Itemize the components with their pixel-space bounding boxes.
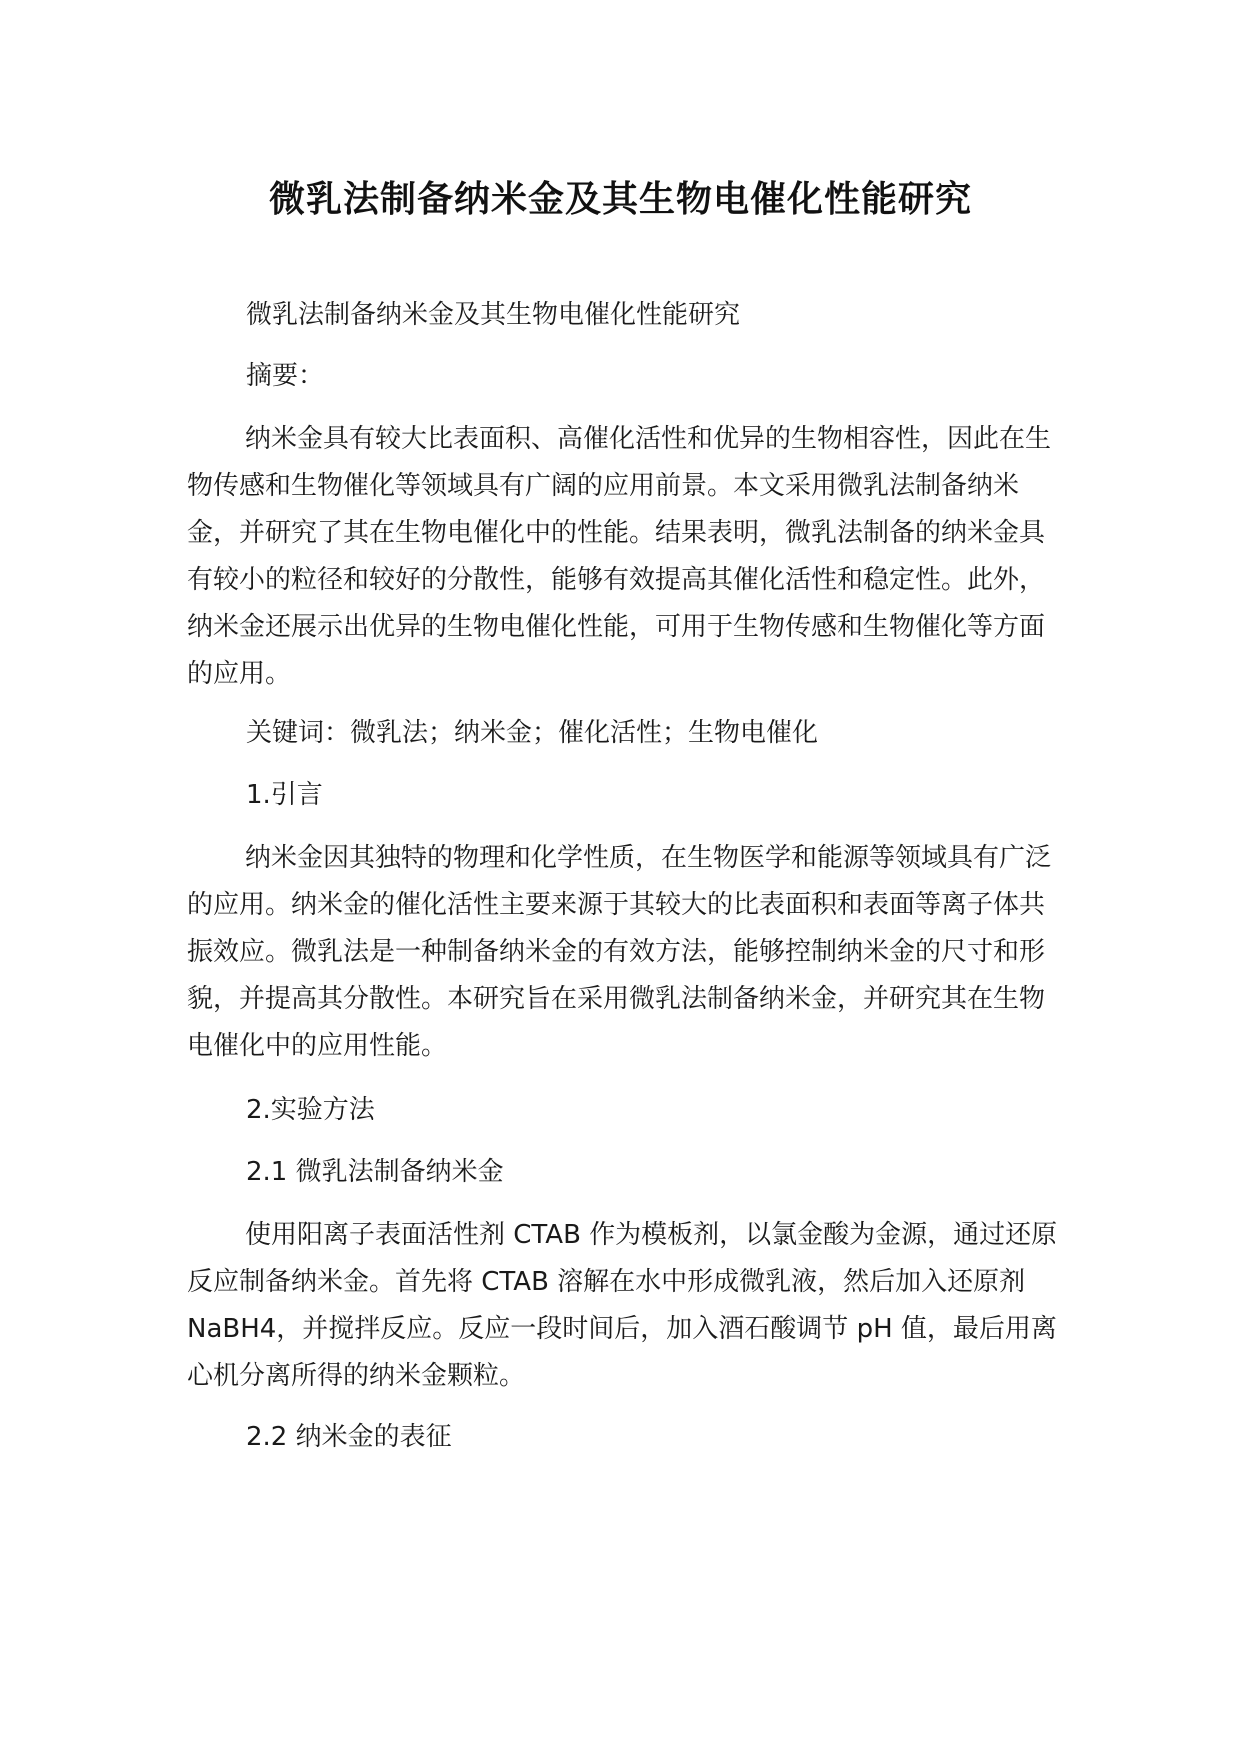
abstract-label: 摘要：: [246, 361, 325, 391]
abstract-paragraph: 纳米金具有较大比表面积、高催化活性和优异的生物相容性，因此在生物传感和生物催化等领域具有广阔的应用前景。本文采用微乳法制备纳米金，并研究了其在生物电催化中的性能。结果表明，微乳法制备的纳米金具有较小的粒径和较好的分散性，能够有效提高其催化活性和稳定性。此外，纳米金还展示出优异的生物电催化性能，可用于生物传感和生物催化等方面的应用。: [187, 424, 1052, 689]
section-2-1-paragraph: 使用阳离子表面活性剂 CTAB 作为模板剂，以氯金酸为金源，通过还原反应制备纳米金。首先将 CTAB 溶解在水中形成微乳液，然后加入还原剂 NaBH4，并搅拌反应。反应一段时间后，加入酒石酸调节 pH 值，最后用离心机分离所得的纳米金颗粒。: [187, 1220, 1058, 1391]
section-1-heading: 1.引言: [246, 780, 323, 810]
section-1-paragraph: 纳米金因其独特的物理和化学性质，在生物医学和能源等领域具有广泛的应用。纳米金的催化活性主要来源于其较大的比表面积和表面等离子体共振效应。微乳法是一种制备纳米金的有效方法，能够控制纳米金的尺寸和形貌，并提高其分散性。本研究旨在采用微乳法制备纳米金，并研究其在生物电催化中的应用性能。: [187, 843, 1052, 1061]
section-2-heading: 2.实验方法: [246, 1095, 375, 1125]
keywords-line: 关键词：微乳法；纳米金；催化活性；生物电催化: [246, 718, 819, 748]
document-title: 微乳法制备纳米金及其生物电催化性能研究: [268, 179, 972, 220]
document-subtitle: 微乳法制备纳米金及其生物电催化性能研究: [246, 300, 741, 330]
section-2-2-heading: 2.2 纳米金的表征: [246, 1422, 452, 1452]
section-2-1-heading: 2.1 微乳法制备纳米金: [246, 1157, 504, 1187]
